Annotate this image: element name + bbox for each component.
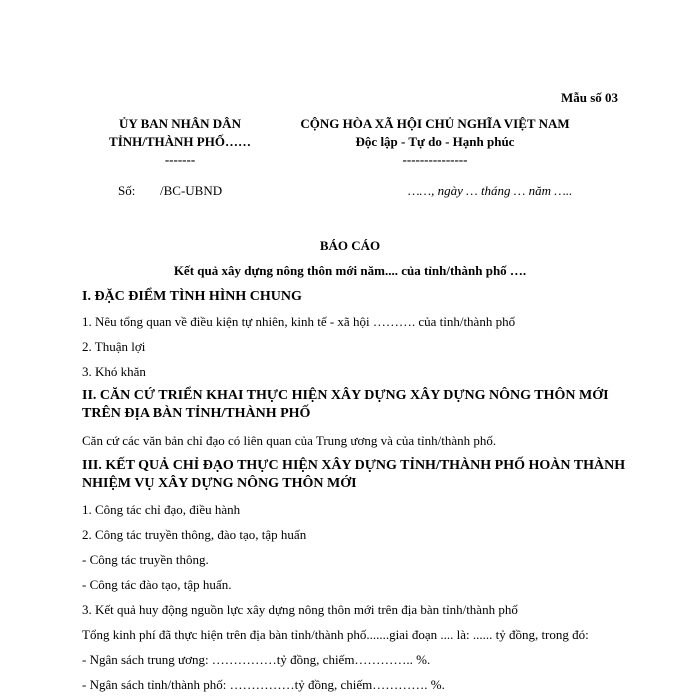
section-1-item: 1. Nêu tổng quan về điều kiện tự nhiên, kinh tế - xã hội ………. của tỉnh/thành phố [82, 314, 516, 329]
issuer-line1: ỦY BAN NHÂN DÂN [119, 116, 241, 131]
section-3-item: 2. Công tác truyền thông, đào tạo, tập huấn [82, 527, 307, 542]
section-3-item: - Ngân sách trung ương: ……………tỷ đồng, chiếm………….. %. [82, 652, 431, 667]
section-1-heading: I. ĐẶC ĐIỂM TÌNH HÌNH CHUNG [82, 289, 302, 304]
report-subtitle: Kết quả xây dựng nông thôn mới năm.... của tỉnh/thành phố …. [173, 263, 527, 278]
national-title: CỘNG HÒA XÃ HỘI CHỦ NGHĨA VIỆT NAM [300, 116, 570, 131]
section-1-item: 2. Thuận lợi [82, 339, 146, 354]
form-number: Mẫu số 03 [560, 90, 618, 105]
date-line: ……, ngày … tháng … năm ….. [408, 183, 573, 198]
section-3-heading-line1: III. KẾT QUẢ CHỈ ĐẠO THỰC HIỆN XÂY DỰNG TỈNH/THÀNH PHỐ HOÀN THÀNH [82, 458, 626, 473]
national-motto: Độc lập - Tự do - Hạnh phúc [355, 134, 515, 149]
issuer-rule: ------- [164, 152, 196, 167]
issuer-line2: TỈNH/THÀNH PHỐ…… [109, 134, 251, 149]
section-2-heading-line2: TRÊN ĐỊA BÀN TỈNH/THÀNH PHỐ [82, 406, 311, 421]
section-3-item: - Ngân sách tỉnh/thành phố: ……………tỷ đồng, chiếm…………. %. [82, 677, 445, 692]
report-title: BÁO CÁO [319, 238, 381, 253]
number-code: /BC-UBND [160, 183, 223, 198]
section-2-item: Căn cứ các văn bản chỉ đạo có liên quan của Trung ương và của tỉnh/thành phố. [82, 433, 497, 448]
section-3-item: Tổng kinh phí đã thực hiện trên địa bàn tỉnh/thành phố.......giai đoạn .... là: ...... tỷ đồng, trong đó: [82, 627, 589, 642]
section-3-item: 1. Công tác chỉ đạo, điều hành [82, 502, 241, 517]
section-3-item: - Công tác đào tạo, tập huấn. [82, 577, 232, 592]
section-2-heading-line1: II. CĂN CỨ TRIỂN KHAI THỰC HIỆN XÂY DỰNG XÂY DỰNG NÔNG THÔN MỚI [82, 388, 609, 403]
national-rule: --------------- [402, 152, 468, 167]
section-3-item: - Công tác truyền thông. [82, 552, 209, 567]
number-label: Số: [118, 183, 136, 198]
section-3-item: 3. Kết quả huy động nguồn lực xây dựng nông thôn mới trên địa bàn tỉnh/thành phố [82, 602, 518, 617]
section-1-item: 3. Khó khăn [82, 364, 146, 379]
section-3-heading-line2: NHIỆM VỤ XÂY DỰNG NÔNG THÔN MỚI [82, 476, 357, 491]
